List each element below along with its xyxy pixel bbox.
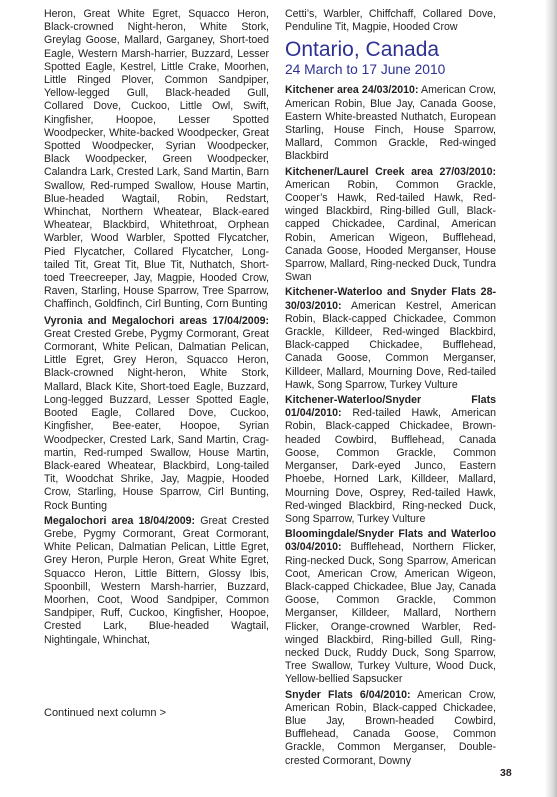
entry-species-list: American Crow, American Robin, Blue Jay, Canada Goose, Eastern White-breasted Nuthatch, European Starling, House Finch, House Sparrow, Mallard, Common Grackle, Red-winged Blackbird bbox=[285, 84, 496, 163]
entry-heading: Kitchener-Waterloo/Snyder Flats 01/04/2010: bbox=[285, 394, 496, 420]
entry-species-list: Bufflehead, Northern Flicker, Ring-necked Duck, Song Sparrow, American Coot, American Crow, American Wigeon, Black-capped Chickadee, Blue Jay, Canada Goose, Common Grackle, Common Merganser, Killdeer, Mallard, Northern Flicker, Orange-crowned Warbler, Red-winged Blackbird, Ring-billed Gull, Ring-necked Duck, Ruddy Duck, Song Sparrow, Tree Swallow, Turkey Vulture, Wood Duck, Yellow-bellied Sapsucker bbox=[285, 541, 497, 686]
section-title: Ontario, Canada bbox=[285, 38, 440, 62]
entry-species-list: Great Crested Grebe, Pygmy Cormorant, Great Cormorant, White Pelican, Dalmatian Pelican, Little Egret, Grey Heron, Purple Heron, Great White Egret, Squacco Heron, Little Bittern, Glossy Ibis, Spoonbill, Western Marsh-harrier, Buzzard, Moorhen, Coot, Wood Sandpiper, Common Sandpiper, Ruff, Cuckoo, Kingfisher, Hoopoe, Crested Lark, Blue-headed Wagtail, Nightingale, Whinchat, bbox=[44, 514, 269, 646]
entry-heading: Kitchener area 24/03/2010: bbox=[285, 84, 419, 97]
entry-species-list: Great Crested Grebe, Pygmy Cormorant, Great Cormorant, White Pelican, Dalmatian Pelican, Little Egret, Grey Heron, Squacco Heron, Black-crowned Night-heron, White Stork, Mallard, Black Kite, Short-toed Eagle, Buzzard, Long-legged Buzzard, Lesser Spotted Eagle, Booted Eagle, Collared Dove, Cuckoo, Kingfisher, Bee-eater, Hoopoe, Syrian Woodpecker, Crested Lark, Sand Martin, Crag-martin, Red-rumped Swallow, House Martin, Black-eared Wheatear, Blackbird, Long-tailed Tit, Woodchat Shrike, Jay, Magpie, Hooded Crow, Starling, House Sparrow, Cirl Bunting, Rock Bunting bbox=[44, 327, 269, 512]
entry-vyronia-megalochori bbox=[44, 315, 269, 513]
left-intro-text: Heron, Great White Egret, Squacco Heron, Black-crowned Night-heron, White Stork, Greylag Goose, Mallard, Garganey, Short-toed Eagle, Western Marsh-harrier, Buzzard, Lesser Spotted Eagle, Kestrel, Little Crake, Moorhen, Little Ringed Plover, Common Sandpiper, Yellow-legged Gull, Black-headed Gull, Collared Dove, Cuckoo, Little Owl, Swift, Kingfisher, Hoopoe, Lesser Spotted Woodpecker, White-backed Woodpecker, Great Spotted Woodpecker, Syrian Woodpecker, Black Woodpecker, Green Woodpecker, Calandra Lark, Crested Lark, Sand Martin, Barn Swallow, Red-rumped Swallow, House Martin, Blue-headed Wagtail, Robin, Redstart, Whinchat, Northern Wheatear, Black-eared Wheatear, Blackbird, Whitethroat, Orphean Warbler, Wood Warbler, Spotted Flycatcher, Pied Flycatcher, Collared Flycatcher, Long- tailed Tit, Great Tit, Blue Tit, Nuthatch, Short-toed Treecreeper, Jay, Magpie, Hooded Crow, Raven, Starling, House Sparrow, Tree Sparrow, Chaffinch, Goldfinch, Cirl Bunting, Corn Bunting bbox=[44, 8, 269, 311]
entry-species-list: American Kestrel, American Robin, Black-capped Chickadee, Common Grackle, Killdeer, Red-winged Blackbird, Black-capped Chickadee, Bufflehead, Canada Goose, Common Merganser, Killdeer, Mallard, Mourning Dove, Red-tailed Hawk, Song Sparrow, Turkey Vulture bbox=[285, 299, 496, 391]
entry-snyder-flats bbox=[285, 689, 496, 768]
continued-next-column: Continued next column > bbox=[44, 707, 166, 719]
entry-species-list: American Robin, Common Grackle, Cooper’s Hawk, Red-tailed Hawk, Red-winged Blackbird, Ring-billed Gull, Black-capped Chickadee, Cardinal, American Robin, American Wigeon, Bufflehead, Canada Goose, Hooded Merganser, House Sparrow, Mallard, Ring-necked Duck, Tundra Swan bbox=[285, 178, 496, 284]
entry-heading: Vyronia and Megalochori areas 17/04/2009: bbox=[44, 314, 269, 327]
entry-bloomingdale bbox=[285, 528, 496, 686]
entry-kitchener bbox=[285, 84, 496, 163]
entry-heading: Megalochori area 18/04/2009: bbox=[44, 514, 196, 527]
left-column bbox=[44, 8, 269, 649]
entry-heading: Kitchener/Laurel Creek area 27/03/2010: bbox=[285, 165, 496, 178]
entry-kitchener-waterloo-snyder-0104 bbox=[285, 394, 496, 526]
entry-megalochori bbox=[44, 515, 269, 647]
entry-heading: Snyder Flats 6/04/2010: bbox=[285, 688, 411, 701]
entry-species-list: Red-tailed Hawk, American Robin, Black-capped Chickadee, Brown-headed Cowbird, Bufflehead, Canada Goose, Common Grackle, Common Merganser, Dark-eyed Junco, Eastern Phoebe, Horned Lark, Killdeer, Mallard, Mourning Dove, Osprey, Red-tailed Hawk, Red-winged Blackbird, Ring-necked Duck, Song Sparrow, Turkey Vulture bbox=[285, 407, 496, 525]
entry-heading: Bloomingdale/Snyder Flats and Waterloo 03/04/2010: bbox=[285, 528, 496, 554]
entry-heading: Kitchener-Waterloo and Snyder Flats 28-30/03/2010: bbox=[285, 286, 496, 312]
entry-laurel-creek bbox=[285, 166, 496, 285]
page-number: 38 bbox=[500, 767, 512, 779]
section-subtitle: 24 March to 17 June 2010 bbox=[285, 62, 446, 78]
page-edge-shadow bbox=[545, 0, 557, 797]
right-column bbox=[285, 8, 496, 770]
entry-species-list: American Crow, American Robin, Black-capped Chickadee, Blue Jay, Brown-headed Cowbird, Bufflehead, Canada Goose, Common Grackle, Common Merganser, Double-crested Cormorant, Downy bbox=[285, 688, 496, 767]
right-intro-text: Cetti’s, Warbler, Chiffchaff, Collared Dove, Penduline Tit, Magpie, Hooded Crow bbox=[285, 8, 496, 34]
entry-kitchener-waterloo-snyder bbox=[285, 286, 496, 392]
